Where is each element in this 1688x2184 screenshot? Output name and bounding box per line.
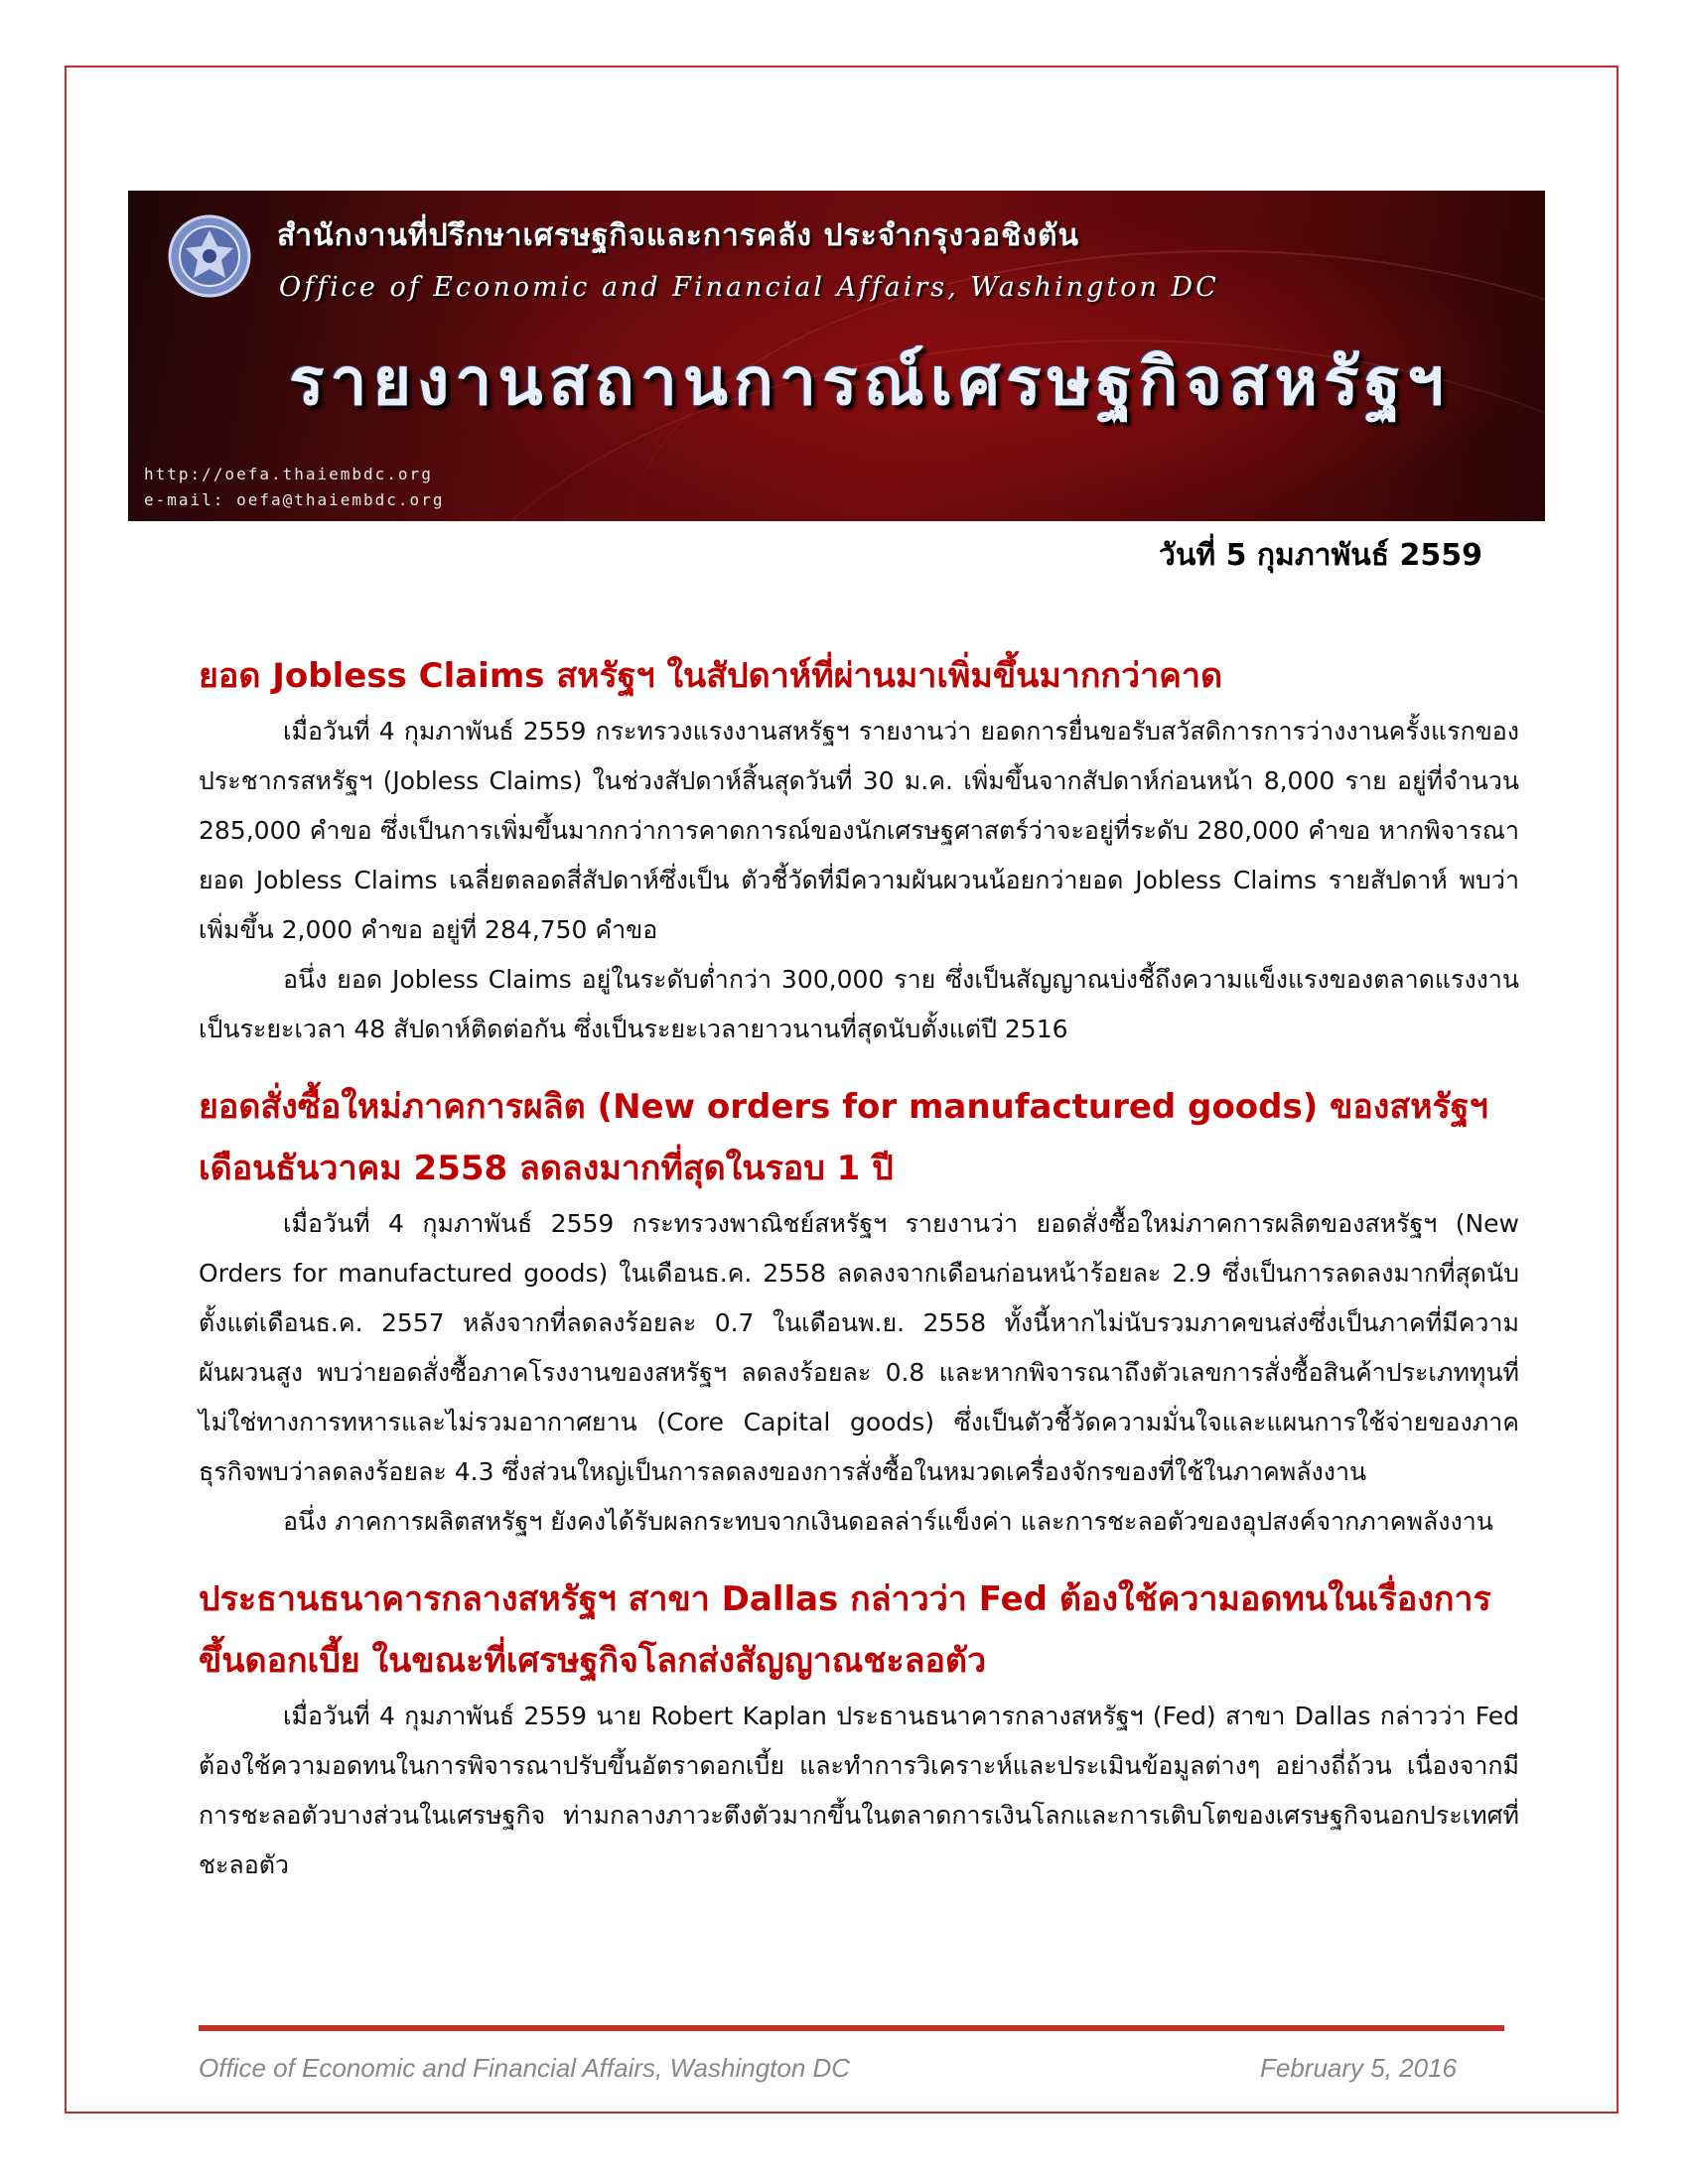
footer-date: February 5, 2016 [1259,2053,1457,2083]
garuda-seal-icon [166,212,253,300]
article-jobless-claims [199,645,1519,1054]
org-name-english: Office of Economic and Financial Affairs, Washington DC [279,272,1219,303]
article-headline: ยอดสั่งซื้อใหม่ภาคการผลิต (New orders for manufactured goods) ของสหรัฐฯ เดือนธันวาคม 2558 ลดลงมากที่สุดในรอบ 1 ปี [199,1087,1488,1188]
article-paragraph: เมื่อวันที่ 4 กุมภาพันธ์ 2559 กระทรวงพาณิชย์สหรัฐฯ รายงานว่า ยอดสั่งซื้อใหม่ภาคการผลิตของสหรัฐฯ (New Orders for manufactured goods) ในเดือนธ.ค. 2558 ลดลงจากเดือนก่อนหน้าร้อยละ 2.9 ซึ่งเป็นการลดลงมากที่สุดนับตั้งแต่เดือนธ.ค. 2557 หลังจากที่ลดลงร้อยละ 0.7 ในเดือนพ.ย. 2558 ทั้งนี้หากไม่นับรวมภาคขนส่งซึ่งเป็นภาคที่มีความผันผวนสูง พบว่ายอดสั่งซื้อภาคโรงงานของสหรัฐฯ ลดลงร้อยละ 0.8 และหากพิจารณาถึงตัวเลขการสั่งซื้อสินค้าประเภททุนที่ไม่ใช่ทางการทหารและไม่รวมอากาศยาน (Core Capital goods) ซึ่งเป็นตัวชี้วัดความมั่นใจและแผนการใช้จ่ายของภาคธุรกิจพบว่าลดลงร้อยละ 4.3 ซึ่งส่วนใหญ่เป็นการลดลงของการสั่งซื้อในหมวดเครื่องจักรของที่ใช้ในภาคพลังงาน [199,1209,1519,1486]
report-title: รายงานสถานการณ์เศรษฐกิจสหรัฐฯ [289,343,1450,420]
header-banner [128,191,1545,521]
website-url: http://oefa.thaiembdc.org [144,465,433,483]
article-paragraph: อนึ่ง ยอด Jobless Claims อยู่ในระดับต่ำกว่า 300,000 ราย ซึ่งเป็นสัญญาณบ่งชี้ถึงความแข็งแรงของตลาดแรงงาน เป็นระยะเวลา 48 สัปดาห์ติดต่อกัน ซึ่งเป็นระยะเวลายาวนานที่สุดนับตั้งแต่ปี 2516 [199,965,1519,1043]
article-fed-dallas [199,1569,1519,1890]
article-paragraph: อนึ่ง ภาคการผลิตสหรัฐฯ ยังคงได้รับผลกระทบจากเงินดอลล่าร์แข็งค่า และการชะลอตัวของอุปสงค์จากภาคพลังงาน [283,1507,1493,1536]
article-factory-orders [199,1076,1519,1547]
article-paragraph: เมื่อวันที่ 4 กุมภาพันธ์ 2559 นาย Robert Kaplan ประธานธนาคารกลางสหรัฐฯ (Fed) สาขา Dallas กล่าวว่า Fed ต้องใช้ความอดทนในการพิจารณาปรับขึ้นอัตราดอกเบี้ย และทำการวิเคราะห์และประเมินข้อมูลต่างๆ อย่างถี่ถ้วน เนื่องจากมีการชะลอตัวบางส่วนในเศรษฐกิจ ท่ามกลางภาวะตึงตัวมากขึ้นในตลาดการเงินโลกและการเติบโตของเศรษฐกิจนอกประเทศที่ชะลอตัว [199,1702,1519,1879]
report-date: วันที่ 5 กุมภาพันธ์ 2559 [1159,538,1482,573]
article-paragraph: เมื่อวันที่ 4 กุมภาพันธ์ 2559 กระทรวงแรงงานสหรัฐฯ รายงานว่า ยอดการยื่นขอรับสวัสดิการการว่างงานครั้งแรกของประชากรสหรัฐฯ (Jobless Claims) ในช่วงสัปดาห์สิ้นสุดวันที่ 30 ม.ค. เพิ่มขึ้นจากสัปดาห์ก่อนหน้า 8,000 ราย อยู่ที่จำนวน 285,000 คำขอ ซึ่งเป็นการเพิ่มขึ้นมากกว่าการคาดการณ์ของนักเศรษฐศาสตร์ว่าจะอยู่ที่ระดับ 280,000 คำขอ หากพิจารณายอด Jobless Claims เฉลี่ยตลอดสี่สัปดาห์ซึ่งเป็น ตัวชี้วัดที่มีความผันผวนน้อยกว่ายอด Jobless Claims รายสัปดาห์ พบว่าเพิ่มขึ้น 2,000 คำขอ อยู่ที่ 284,750 คำขอ [199,717,1519,944]
article-headline: ประธานธนาคารกลางสหรัฐฯ สาขา Dallas กล่าวว่า Fed ต้องใช้ความอดทนในเรื่องการขึ้นดอกเบี้ย ในขณะที่เศรษฐกิจโลกส่งสัญญาณชะลอตัว [199,1579,1491,1681]
article-list [199,645,1519,1912]
contact-email: e-mail: oefa@thaiembdc.org [144,490,445,509]
org-name-thai: สำนักงานที่ปรึกษาเศรษฐกิจและการคลัง ประจำกรุงวอชิงตัน [277,218,1080,253]
footer-organization: Office of Economic and Financial Affairs, Washington DC [199,2053,851,2083]
footer-divider [199,2025,1504,2031]
article-headline: ยอด Jobless Claims สหรัฐฯ ในสัปดาห์ที่ผ่านมาเพิ่มขึ้นมากกว่าคาด [199,656,1223,696]
